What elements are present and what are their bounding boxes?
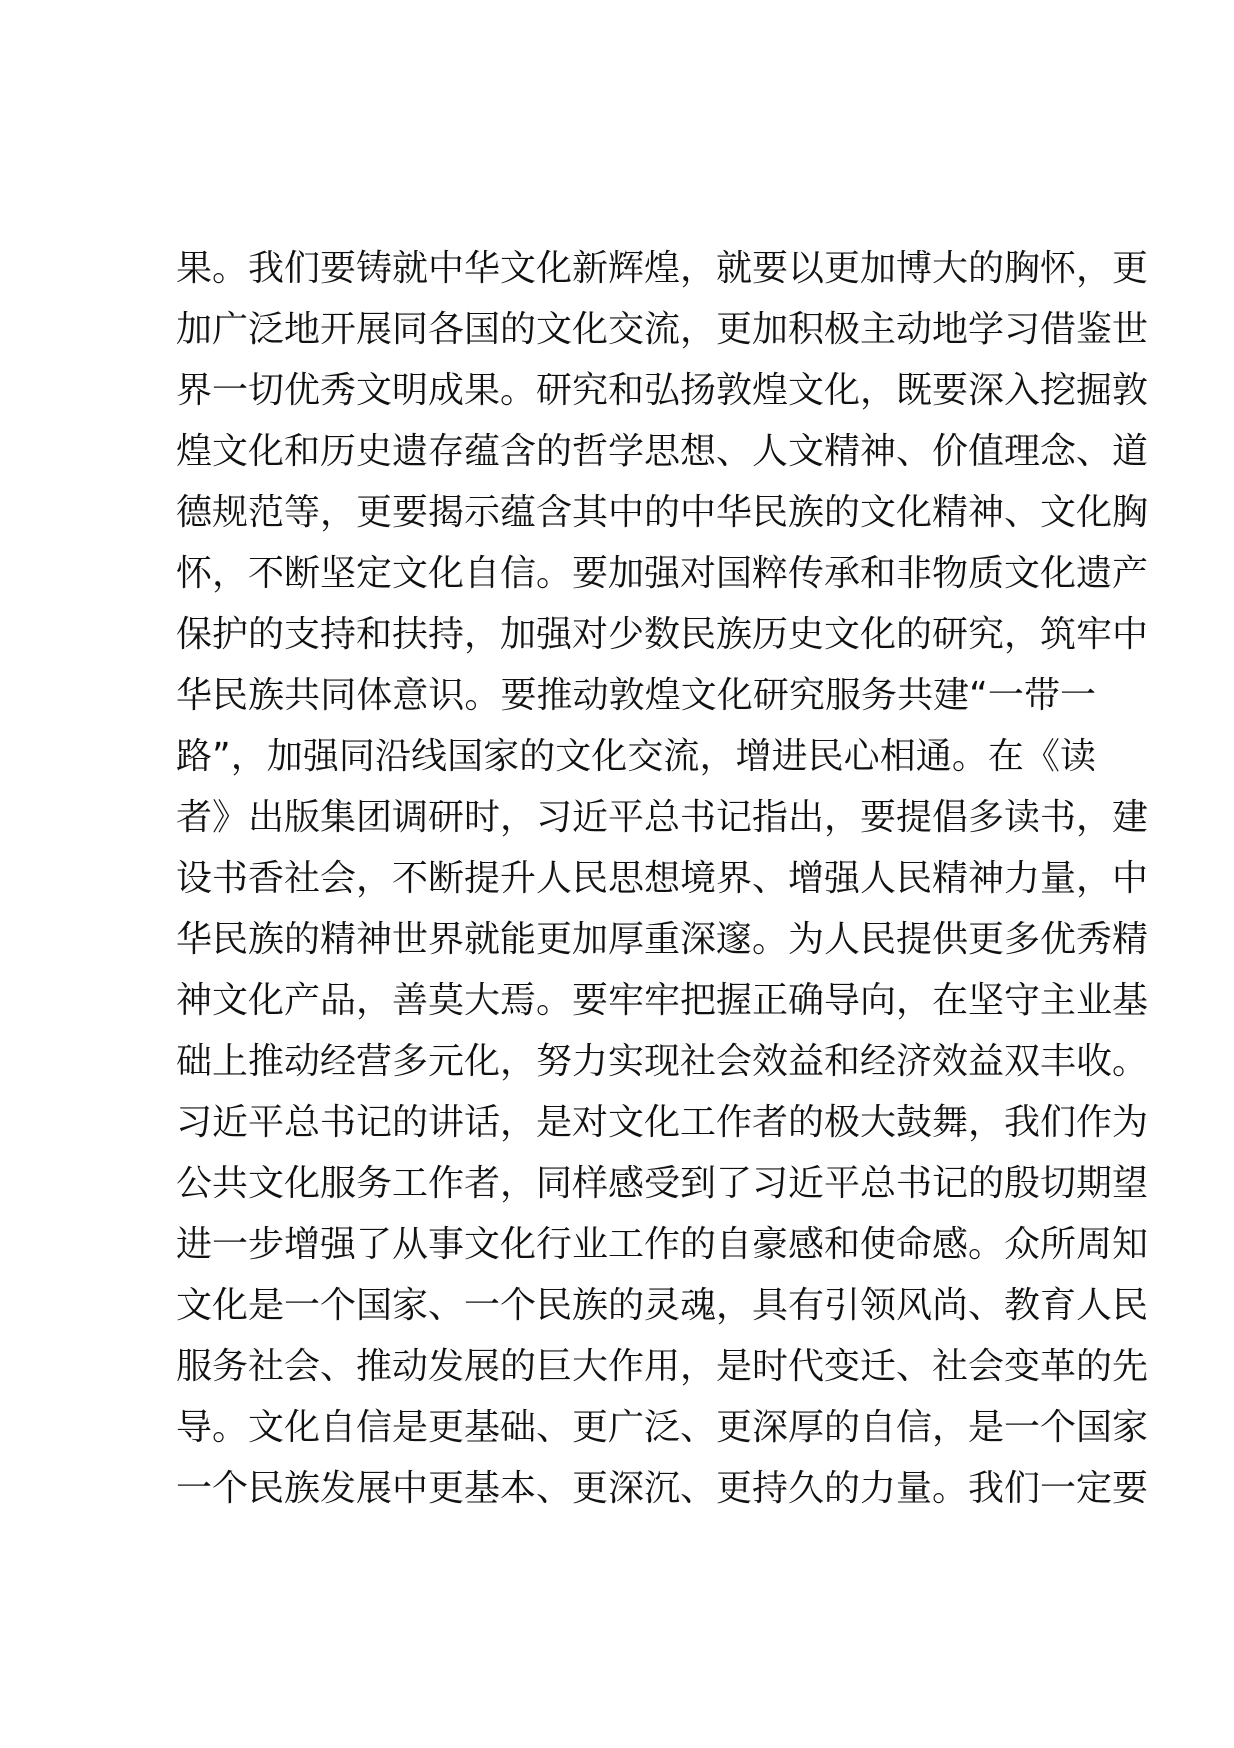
text-line: 设书香社会，不断提升人民思想境界、增强人民精神力量，中 (176, 858, 1149, 899)
text-line: 神文化产品，善莫大焉。要牢牢把握正确导向，在坚守主业基 (176, 980, 1149, 1021)
text-line: 导。文化自信是更基础、更广泛、更深厚的自信，是一个国家 (176, 1407, 1149, 1448)
text-line: 公共文化服务工作者，同样感受到了习近平总书记的殷切期望 (176, 1163, 1149, 1204)
text-line: 华民族共同体意识。要推动敦煌文化研究服务共建“一带一 (176, 675, 1096, 716)
text-line: 德规范等，更要揭示蕴含其中的中华民族的文化精神、文化胸 (176, 492, 1149, 533)
text-line: 路”，加强同沿线国家的文化交流，增进民心相通。在《读 (176, 736, 1096, 777)
text-line: 习近平总书记的讲话，是对文化工作者的极大鼓舞，我们作为 (176, 1102, 1149, 1143)
text-line: 服务社会、推动发展的巨大作用，是时代变迁、社会变革的先 (176, 1346, 1149, 1387)
text-line: 华民族的精神世界就能更加厚重深邃。为人民提供更多优秀精 (176, 919, 1149, 960)
text-line: 怀，不断坚定文化自信。要加强对国粹传承和非物质文化遗产 (176, 553, 1149, 594)
text-line: 一个民族发展中更基本、更深沉、更持久的力量。我们一定要 (176, 1468, 1149, 1509)
text-line: 者》出版集团调研时，习近平总书记指出，要提倡多读书，建 (176, 797, 1149, 838)
text-line: 保护的支持和扶持，加强对少数民族历史文化的研究，筑牢中 (176, 614, 1149, 655)
text-line: 界一切优秀文明成果。研究和弘扬敦煌文化，既要深入挖掘敦 (176, 370, 1149, 411)
body-text (176, 238, 1149, 1519)
text-line: 果。我们要铸就中华文化新辉煌，就要以更加博大的胸怀，更 (176, 248, 1149, 289)
text-line: 煌文化和历史遗存蕴含的哲学思想、人文精神、价值理念、道 (176, 431, 1149, 472)
text-line: 进一步增强了从事文化行业工作的自豪感和使命感。众所周知 (176, 1224, 1149, 1265)
text-line: 础上推动经营多元化，努力实现社会效益和经济效益双丰收。 (176, 1041, 1149, 1082)
text-line: 文化是一个国家、一个民族的灵魂，具有引领风尚、教育人民 (176, 1285, 1149, 1326)
text-line: 加广泛地开展同各国的文化交流，更加积极主动地学习借鉴世 (176, 309, 1149, 350)
